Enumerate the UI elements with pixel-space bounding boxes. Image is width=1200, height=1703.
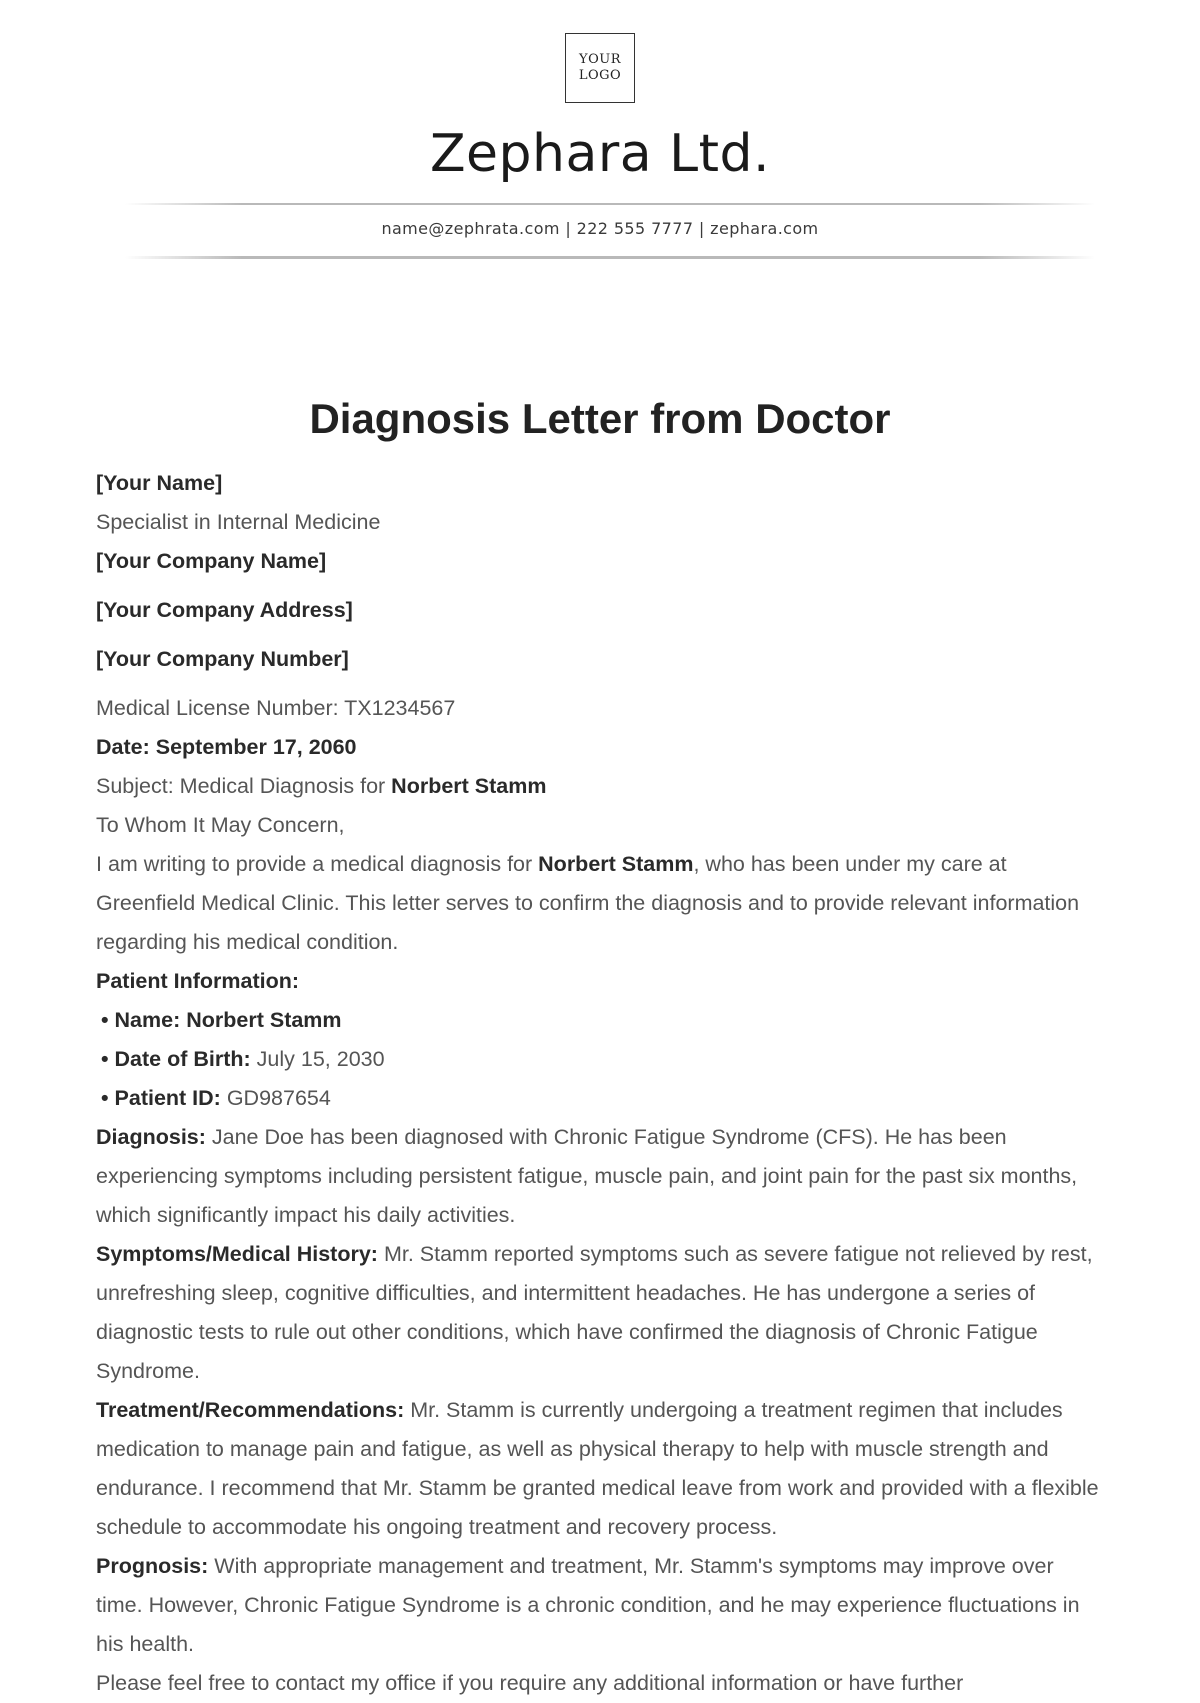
company-name: Zephara Ltd. xyxy=(429,124,771,184)
bullet-icon: • xyxy=(101,1047,109,1071)
bullet-icon: • xyxy=(101,1008,109,1032)
logo-text-line2: LOGO xyxy=(578,68,622,83)
sender-name: [Your Name] xyxy=(96,471,223,495)
symptoms-paragraph: Symptoms/Medical History: Mr. Stamm reported symptoms such as severe fatigue not relieved by rest, unrefreshing sleep, cognitive difficulties, and intermittent headaches. He has undergone a series of diagnostic tests to rule out other conditions, which have confirmed the diagnosis of Chronic Fatigue Syndrome. xyxy=(96,1242,1093,1383)
letter-body xyxy=(96,464,1106,1703)
sender-specialty: Specialist in Internal Medicine xyxy=(96,510,381,534)
logo-text-line1: YOUR xyxy=(579,52,621,67)
patient-info-heading: Patient Information: xyxy=(96,969,300,993)
bullet-icon: • xyxy=(101,1086,109,1110)
company-logo xyxy=(565,33,635,103)
patient-dob-item: • Date of Birth: July 15, 2030 xyxy=(101,1047,385,1071)
patient-id-item: • Patient ID: GD987654 xyxy=(101,1086,331,1110)
header-divider-top xyxy=(125,203,1095,205)
sender-company-address: [Your Company Address] xyxy=(96,598,353,622)
medical-license: Medical License Number: TX1234567 xyxy=(96,696,456,720)
sender-company-name: [Your Company Name] xyxy=(96,549,327,573)
document-title: Diagnosis Letter from Doctor xyxy=(309,395,891,442)
letter-date: Date: September 17, 2060 xyxy=(96,735,357,759)
contact-line: name@zephrata.com | 222 555 7777 | zephara.com xyxy=(381,219,819,238)
salutation: To Whom It May Concern, xyxy=(96,813,345,837)
treatment-paragraph: Treatment/Recommendations: Mr. Stamm is currently undergoing a treatment regimen that includes medication to manage pain and fatigue, as well as physical therapy to help with muscle strength and endurance. I recommend that Mr. Stamm be granted medical leave from work and provided with a flexible schedule to accommodate his ongoing treatment and recovery process. xyxy=(96,1398,1099,1539)
patient-name-item: • Name: Norbert Stamm xyxy=(101,1008,342,1032)
prognosis-paragraph: Prognosis: With appropriate management and treatment, Mr. Stamm's symptoms may improve over time. However, Chronic Fatigue Syndrome is a chronic condition, and he may experience fluctuations in his health. xyxy=(96,1554,1080,1656)
closing-paragraph: Please feel free to contact my office if you require any additional information or have further xyxy=(96,1671,964,1695)
intro-paragraph: I am writing to provide a medical diagnosis for Norbert Stamm, who has been under my care at Greenfield Medical Clinic. This letter serves to confirm the diagnosis and to provide relevant information regarding his medical condition. xyxy=(96,852,1080,954)
subject-line: Subject: Medical Diagnosis for Norbert Stamm xyxy=(96,774,547,798)
sender-company-number: [Your Company Number] xyxy=(96,647,349,671)
diagnosis-paragraph: Diagnosis: Jane Doe has been diagnosed with Chronic Fatigue Syndrome (CFS). He has been experiencing symptoms including persistent fatigue, muscle pain, and joint pain for the past six months, which significantly impact his daily activities. xyxy=(96,1125,1078,1227)
header-divider-bottom xyxy=(125,256,1095,259)
